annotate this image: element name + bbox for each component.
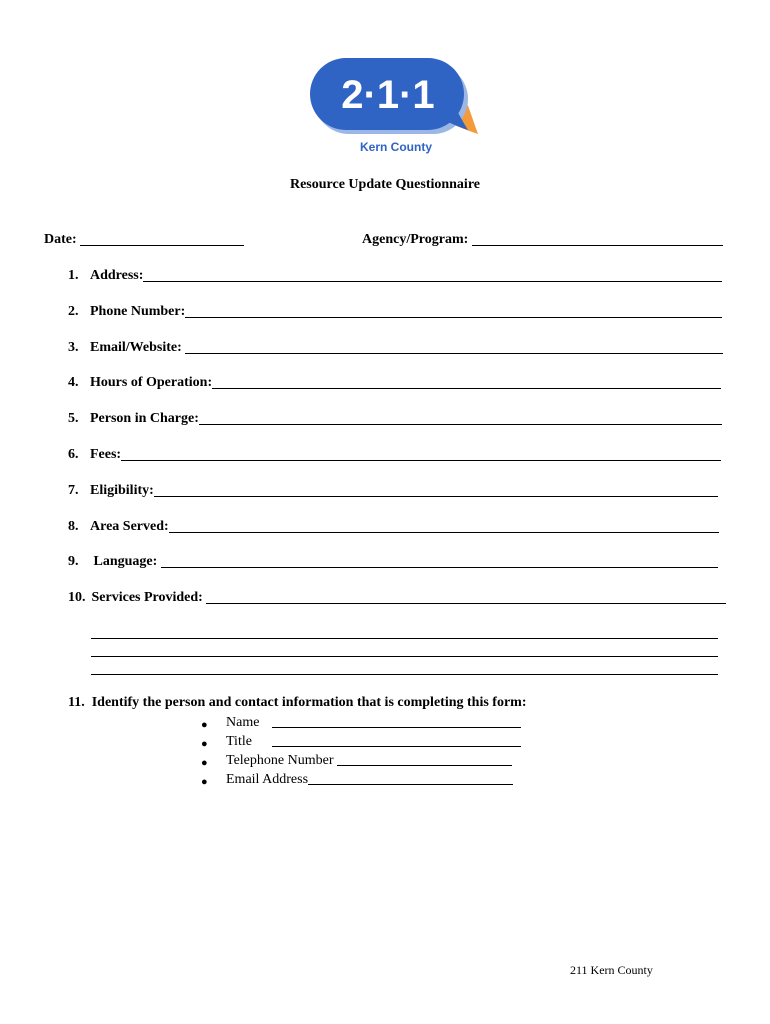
kern-county-211-logo [308, 56, 484, 160]
question-label: Phone Number: [90, 304, 186, 319]
answer-line[interactable] [169, 518, 719, 533]
question-label: Hours of Operation: [90, 375, 213, 390]
question-number: 4. [68, 375, 79, 390]
question-number: 3. [68, 340, 79, 355]
date-field[interactable] [44, 230, 244, 248]
question-label: Services Provided: [88, 590, 207, 605]
answer-line[interactable] [161, 553, 718, 568]
question-label: Email/Website: [90, 340, 186, 355]
question-number: 8. [68, 519, 79, 534]
question-row[interactable] [68, 517, 719, 535]
agency-program-field[interactable] [362, 230, 723, 248]
question-label: Address: [90, 268, 144, 283]
logo-numerals: 2·1·1 [341, 73, 435, 117]
question-label: Eligibility: [90, 483, 154, 498]
question-row[interactable] [68, 552, 718, 570]
contact-item-label: Name [226, 715, 260, 730]
question-number: 9. [68, 554, 79, 569]
answer-line[interactable] [121, 446, 721, 461]
question-number: 1. [68, 268, 79, 283]
answer-line[interactable] [199, 410, 722, 425]
services-continuation-line[interactable] [91, 656, 718, 657]
question-row[interactable] [68, 338, 723, 356]
date-label: Date: [44, 232, 81, 247]
contact-name-field[interactable] [199, 712, 521, 731]
question-row[interactable] [68, 302, 722, 320]
question-number: 2. [68, 304, 79, 319]
question-row[interactable] [68, 588, 726, 606]
agency-program-input-line[interactable] [472, 231, 723, 246]
contact-title-field[interactable] [199, 731, 521, 750]
date-input-line[interactable] [80, 231, 244, 246]
bullet-icon: ● [201, 776, 208, 788]
question-number: 5. [68, 411, 79, 426]
contact-email-field[interactable] [199, 769, 521, 788]
contact-telephone-field[interactable] [199, 750, 521, 769]
answer-line[interactable] [337, 751, 512, 766]
logo-caption: Kern County [360, 140, 432, 154]
answer-line[interactable] [185, 339, 723, 354]
question-label: Person in Charge: [90, 411, 199, 426]
answer-line[interactable] [272, 713, 521, 728]
answer-line[interactable] [185, 303, 722, 318]
answer-line[interactable] [143, 267, 722, 282]
question-number: 10. [68, 590, 86, 605]
answer-line[interactable] [154, 482, 718, 497]
bullet-icon: ● [201, 757, 208, 769]
bullet-icon: ● [201, 719, 208, 731]
answer-line[interactable] [212, 374, 721, 389]
bullet-icon: ● [201, 738, 208, 750]
page-footer: 211 Kern County [570, 963, 653, 977]
question-row[interactable] [68, 373, 721, 391]
speech-bubble-logo-icon [308, 56, 484, 140]
question-number: 6. [68, 447, 79, 462]
question-number: 7. [68, 483, 79, 498]
page-title: Resource Update Questionnaire [289, 177, 481, 192]
answer-line[interactable] [206, 589, 726, 604]
agency-program-label: Agency/Program: [362, 232, 472, 247]
contact-item-label: Email Address [226, 772, 309, 787]
services-continuation-line[interactable] [91, 674, 718, 675]
identify-person-heading: 11. Identify the person and contact information that is completing this form: [68, 695, 527, 710]
answer-line[interactable] [308, 770, 513, 785]
services-continuation-line[interactable] [91, 638, 718, 639]
contact-item-label: Title [226, 734, 252, 749]
question-row[interactable] [68, 409, 722, 427]
question-label: Fees: [90, 447, 122, 462]
question-row[interactable] [68, 445, 721, 463]
contact-info-list [199, 712, 521, 788]
question-label: Area Served: [90, 519, 169, 534]
question-row[interactable] [68, 266, 722, 284]
question-label: Language: [90, 554, 161, 569]
question-row[interactable] [68, 481, 718, 499]
answer-line[interactable] [272, 732, 521, 747]
contact-item-label: Telephone Number [226, 753, 334, 768]
